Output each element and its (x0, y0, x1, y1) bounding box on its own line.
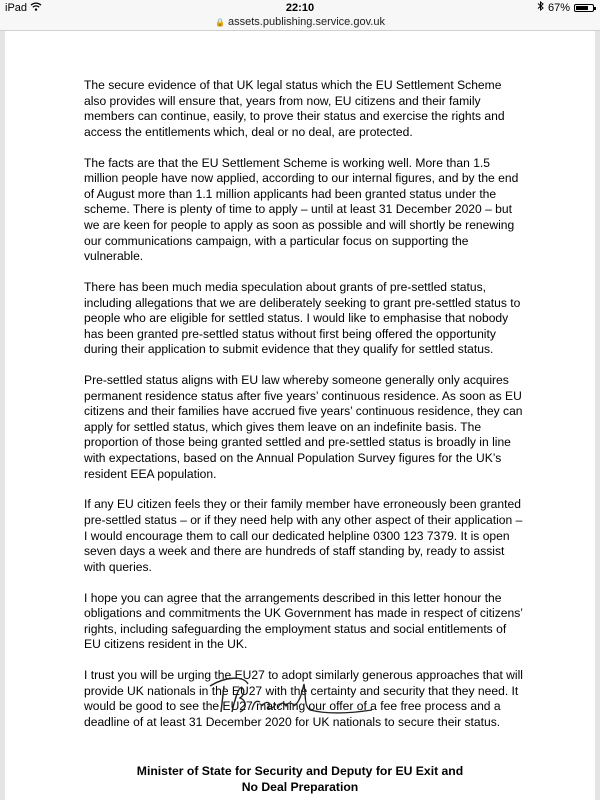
url-text: assets.publishing.service.gov.uk (228, 16, 385, 28)
battery-percent: 67% (547, 2, 570, 14)
lock-icon: 🔒 (215, 18, 226, 27)
paragraph: The secure evidence of that UK legal status which the EU Settlement Scheme also provides will ensure that, years from now, EU citizens and their family members can continue, easily, to prove their status and exercise the rights and access the entitlements which, deal or no deal, are protected. (84, 78, 505, 139)
url-bar[interactable] (0, 16, 600, 31)
paragraph: I hope you can agree that the arrangements described in this letter honour the obligations and commitments the UK Government has made in respect of citizens’ rights, including safeguarding the employment status and social entitlements of EU citizens resident in the UK. (84, 590, 523, 652)
battery-icon (574, 4, 594, 12)
closing-line: Minister of State for Security and Deputy for EU Exit and (136, 764, 464, 778)
paragraph: The facts are that the EU Settlement Scheme is working well. More than 1.5 million people have now applied, according to our internal figures, and by the end of August more than 1.1 million applicants had been granted status under the scheme. There is plenty of time to apply – until at least 31 December 2020 – but we are keen for people to apply as soon as possible and will shortly be renewing our communications campaign, with a particular focus on supporting the vulnerable. (84, 155, 519, 264)
device-name: iPad (5, 2, 28, 14)
paragraph: If any EU citizen feels they or their family member have erroneously been granted pre-settled status – or if they need help with any other aspect of their application – I would encourage them to call our dedicated helpline 0300 123 7379. It is open seven days a week and there are hundreds of staff standing by, ready to assist with queries. (84, 497, 523, 574)
closing-line: No Deal Preparation (241, 779, 359, 794)
page-edge-right (595, 31, 600, 800)
status-right (537, 0, 594, 16)
paragraph: There has been much media speculation about grants of pre-settled status, including allegations that we are deliberately seeking to grant pre-settled status to people who are eligible for settled status. I would like to emphasise that nobody has been granted pre-settled status without first being offered the opportunity during their application to submit evidence that they qualify for settled status. (84, 279, 521, 357)
bluetooth-icon (537, 0, 544, 16)
closing-title (60, 764, 540, 795)
page-edge-left (0, 31, 5, 800)
handwritten-signature (196, 672, 376, 728)
paragraph: Pre-settled status aligns with EU law whereby someone generally only acquires permanent residence status after five years’ continuous residence. As soon as EU citizens and their families have accrued five years’ continuous residence, they can apply for settled status, which gives them leave on an indefinite basis. The proportion of those being granted settled and pre-settled status is broadly in line with expectations, based on the Annual Population Survey figures for the UK’s resident EEA population. (84, 373, 523, 481)
letter-body (84, 78, 524, 746)
paragraph: I trust you will be urging the EU27 to adopt similarly generous approaches that will provide UK nationals in the EU27 with the certainty and security that they need. It would be good to see the EU27 matching our offer of a fee free process and a deadline of at least 31 December 2020 for UK nationals to secure their status. (84, 668, 523, 729)
status-bar (0, 0, 600, 16)
status-time: 22:10 (285, 2, 315, 14)
